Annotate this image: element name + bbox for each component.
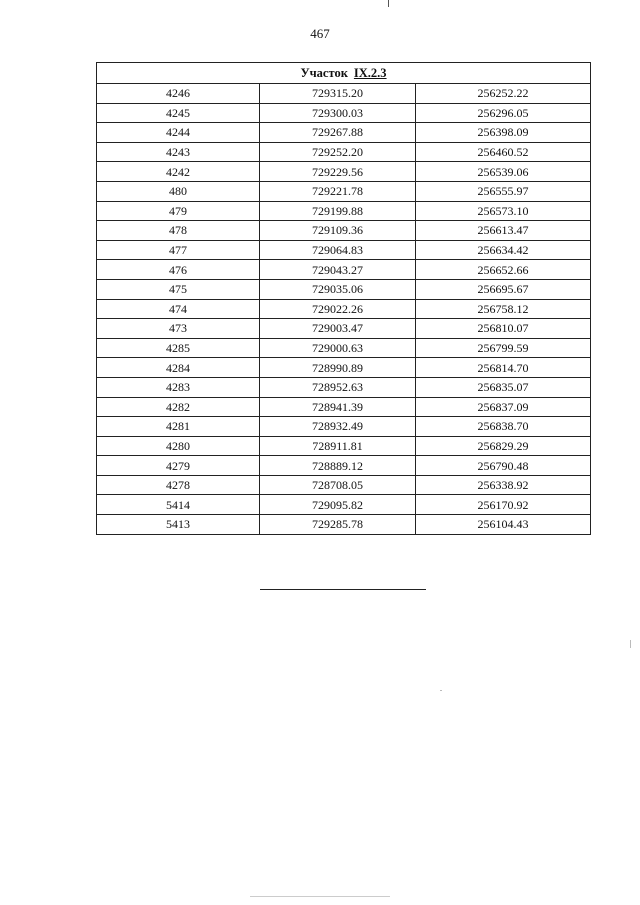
table-row xyxy=(97,142,591,162)
x-coordinate-cell: 728952.63 xyxy=(260,377,416,397)
y-coordinate-cell: 256835.07 xyxy=(416,377,591,397)
point-number-cell: 4246 xyxy=(97,84,260,104)
y-coordinate-cell: 256695.67 xyxy=(416,279,591,299)
table-row xyxy=(97,456,591,476)
x-coordinate-cell: 729267.88 xyxy=(260,123,416,143)
point-number-cell: 4245 xyxy=(97,103,260,123)
point-number-cell: 4283 xyxy=(97,377,260,397)
table-row xyxy=(97,377,591,397)
table-row xyxy=(97,84,591,104)
scan-mark xyxy=(388,0,389,7)
x-coordinate-cell: 728708.05 xyxy=(260,475,416,495)
y-coordinate-cell: 256338.92 xyxy=(416,475,591,495)
table-row xyxy=(97,515,591,535)
scan-speck xyxy=(630,640,631,648)
x-coordinate-cell: 729300.03 xyxy=(260,103,416,123)
x-coordinate-cell: 729315.20 xyxy=(260,84,416,104)
x-coordinate-cell: 729095.82 xyxy=(260,495,416,515)
point-number-cell: 4279 xyxy=(97,456,260,476)
y-coordinate-cell: 256838.70 xyxy=(416,417,591,437)
y-coordinate-cell: 256652.66 xyxy=(416,260,591,280)
table-row xyxy=(97,397,591,417)
x-coordinate-cell: 729199.88 xyxy=(260,201,416,221)
point-number-cell: 4278 xyxy=(97,475,260,495)
point-number-cell: 478 xyxy=(97,221,260,241)
table-title-code: IX.2.3 xyxy=(353,66,387,80)
scan-edge-line xyxy=(250,896,390,897)
x-coordinate-cell: 729000.63 xyxy=(260,338,416,358)
table-body xyxy=(97,84,591,535)
table-row xyxy=(97,436,591,456)
x-coordinate-cell: 729064.83 xyxy=(260,240,416,260)
point-number-cell: 4284 xyxy=(97,358,260,378)
y-coordinate-cell: 256810.07 xyxy=(416,319,591,339)
table-row xyxy=(97,201,591,221)
x-coordinate-cell: 729229.56 xyxy=(260,162,416,182)
y-coordinate-cell: 256252.22 xyxy=(416,84,591,104)
x-coordinate-cell: 728889.12 xyxy=(260,456,416,476)
point-number-cell: 477 xyxy=(97,240,260,260)
y-coordinate-cell: 256296.05 xyxy=(416,103,591,123)
scan-speck xyxy=(440,690,442,691)
point-number-cell: 4242 xyxy=(97,162,260,182)
point-number-cell: 476 xyxy=(97,260,260,280)
x-coordinate-cell: 729022.26 xyxy=(260,299,416,319)
x-coordinate-cell: 728911.81 xyxy=(260,436,416,456)
point-number-cell: 4244 xyxy=(97,123,260,143)
y-coordinate-cell: 256613.47 xyxy=(416,221,591,241)
y-coordinate-cell: 256634.42 xyxy=(416,240,591,260)
table-row xyxy=(97,123,591,143)
point-number-cell: 4243 xyxy=(97,142,260,162)
point-number-cell: 4282 xyxy=(97,397,260,417)
point-number-cell: 475 xyxy=(97,279,260,299)
coordinates-table xyxy=(96,62,591,535)
y-coordinate-cell: 256170.92 xyxy=(416,495,591,515)
table-row xyxy=(97,358,591,378)
table-row xyxy=(97,475,591,495)
table-row xyxy=(97,260,591,280)
table-row xyxy=(97,338,591,358)
point-number-cell: 5414 xyxy=(97,495,260,515)
x-coordinate-cell: 729003.47 xyxy=(260,319,416,339)
point-number-cell: 4281 xyxy=(97,417,260,437)
table-row xyxy=(97,319,591,339)
x-coordinate-cell: 728932.49 xyxy=(260,417,416,437)
table-row xyxy=(97,279,591,299)
table-row xyxy=(97,240,591,260)
table-row xyxy=(97,495,591,515)
table-title-prefix: Участок xyxy=(300,66,348,80)
point-number-cell: 473 xyxy=(97,319,260,339)
x-coordinate-cell: 729109.36 xyxy=(260,221,416,241)
table-row xyxy=(97,417,591,437)
y-coordinate-cell: 256758.12 xyxy=(416,299,591,319)
point-number-cell: 5413 xyxy=(97,515,260,535)
x-coordinate-cell: 729285.78 xyxy=(260,515,416,535)
table-row xyxy=(97,103,591,123)
page-number: 467 xyxy=(310,26,330,41)
y-coordinate-cell: 256460.52 xyxy=(416,142,591,162)
x-coordinate-cell: 729252.20 xyxy=(260,142,416,162)
x-coordinate-cell: 729221.78 xyxy=(260,181,416,201)
y-coordinate-cell: 256790.48 xyxy=(416,456,591,476)
y-coordinate-cell: 256539.06 xyxy=(416,162,591,182)
point-number-cell: 474 xyxy=(97,299,260,319)
table-row xyxy=(97,181,591,201)
y-coordinate-cell: 256814.70 xyxy=(416,358,591,378)
table-row xyxy=(97,299,591,319)
x-coordinate-cell: 728941.39 xyxy=(260,397,416,417)
y-coordinate-cell: 256573.10 xyxy=(416,201,591,221)
y-coordinate-cell: 256555.97 xyxy=(416,181,591,201)
point-number-cell: 480 xyxy=(97,181,260,201)
point-number-cell: 479 xyxy=(97,201,260,221)
table-row xyxy=(97,221,591,241)
x-coordinate-cell: 729035.06 xyxy=(260,279,416,299)
point-number-cell: 4280 xyxy=(97,436,260,456)
table-header-row xyxy=(97,63,591,84)
separator-line xyxy=(260,589,426,590)
x-coordinate-cell: 728990.89 xyxy=(260,358,416,378)
y-coordinate-cell: 256837.09 xyxy=(416,397,591,417)
y-coordinate-cell: 256398.09 xyxy=(416,123,591,143)
x-coordinate-cell: 729043.27 xyxy=(260,260,416,280)
table-title xyxy=(97,63,591,84)
table-row xyxy=(97,162,591,182)
y-coordinate-cell: 256799.59 xyxy=(416,338,591,358)
point-number-cell: 4285 xyxy=(97,338,260,358)
y-coordinate-cell: 256829.29 xyxy=(416,436,591,456)
y-coordinate-cell: 256104.43 xyxy=(416,515,591,535)
